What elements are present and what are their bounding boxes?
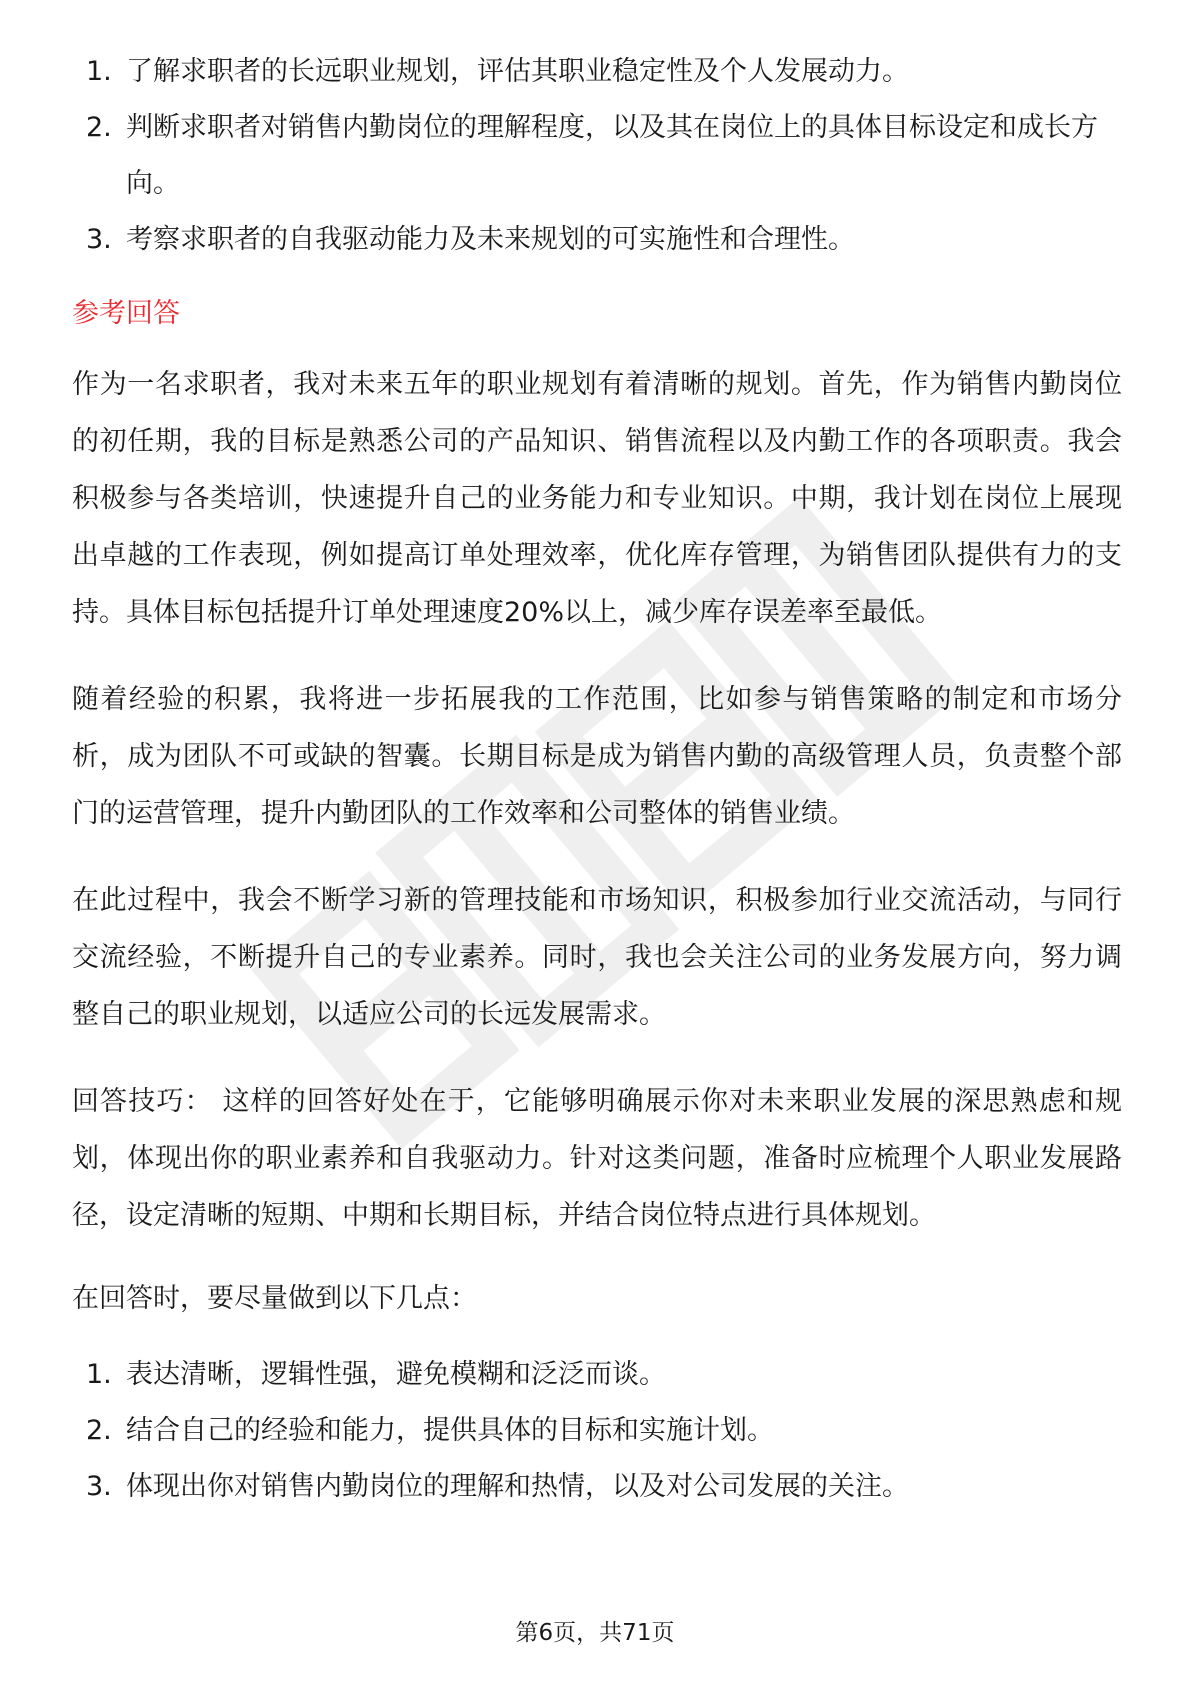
- list-number: 3.: [86, 224, 112, 255]
- list-item: [72, 100, 1122, 212]
- list-text: 表达清晰，逻辑性强，避免模糊和泛泛而谈。: [126, 1359, 666, 1390]
- list-number: 3.: [86, 1471, 112, 1502]
- answer-paragraph: 随着经验的积累，我将进一步拓展我的工作范围，比如参与销售策略的制定和市场分析，成为团队不可或缺的智囊。长期目标是成为销售内勤的高级管理人员，负责整个部门的运营管理，提升内勤团队的工作效率和公司整体的销售业绩。: [72, 684, 1122, 829]
- list-number: 1.: [86, 56, 112, 87]
- list-text: 体现出你对销售内勤岗位的理解和热情，以及对公司发展的关注。: [126, 1471, 909, 1502]
- answer-paragraph: 在此过程中，我会不断学习新的管理技能和市场知识，积极参加行业交流活动，与同行交流经验，不断提升自己的专业素养。同时，我也会关注公司的业务发展方向，努力调整自己的职业规划，以适应公司的长远发展需求。: [72, 885, 1122, 1030]
- list-number: 1.: [86, 1359, 112, 1390]
- list-text: 考察求职者的自我驱动能力及未来规划的可实施性和合理性。: [126, 224, 855, 255]
- points-intro: 在回答时，要尽量做到以下几点：: [72, 1283, 477, 1314]
- page-number-footer: 第6页，共71页: [515, 1620, 675, 1646]
- list-item: [72, 44, 1122, 100]
- evaluation-points-list: [72, 44, 1122, 268]
- list-item: [72, 1347, 1122, 1403]
- page-content: [72, 44, 1122, 1515]
- list-text: 判断求职者对销售内勤岗位的理解程度，以及其在岗位上的具体目标设定和成长方向。: [126, 112, 1098, 199]
- list-item: [72, 1403, 1122, 1459]
- list-number: 2.: [86, 112, 112, 143]
- list-text: 了解求职者的长远职业规划，评估其职业稳定性及个人发展动力。: [126, 56, 909, 87]
- list-text: 结合自己的经验和能力，提供具体的目标和实施计划。: [126, 1415, 774, 1446]
- answer-tip-paragraph: 回答技巧： 这样的回答好处在于，它能够明确展示你对未来职业发展的深思熟虑和规划，体现出你的职业素养和自我驱动力。针对这类问题，准备时应梳理个人职业发展路径，设定清晰的短期、中期和长期目标，并结合岗位特点进行具体规划。: [72, 1086, 1122, 1231]
- answer-paragraph: 作为一名求职者，我对未来五年的职业规划有着清晰的规划。首先，作为销售内勤岗位的初任期，我的目标是熟悉公司的产品知识、销售流程以及内勤工作的各项职责。我会积极参与各类培训，快速提升自己的业务能力和专业知识。中期，我计划在岗位上展现出卓越的工作表现，例如提高订单处理效率，优化库存管理，为销售团队提供有力的支持。具体目标包括提升订单处理速度20%以上，减少库存误差率至最低。: [72, 369, 1122, 628]
- section-title: 参考回答: [72, 298, 180, 329]
- list-item: [72, 212, 1122, 268]
- list-number: 2.: [86, 1415, 112, 1446]
- list-item: [72, 1459, 1122, 1515]
- answer-points-list: [72, 1347, 1122, 1515]
